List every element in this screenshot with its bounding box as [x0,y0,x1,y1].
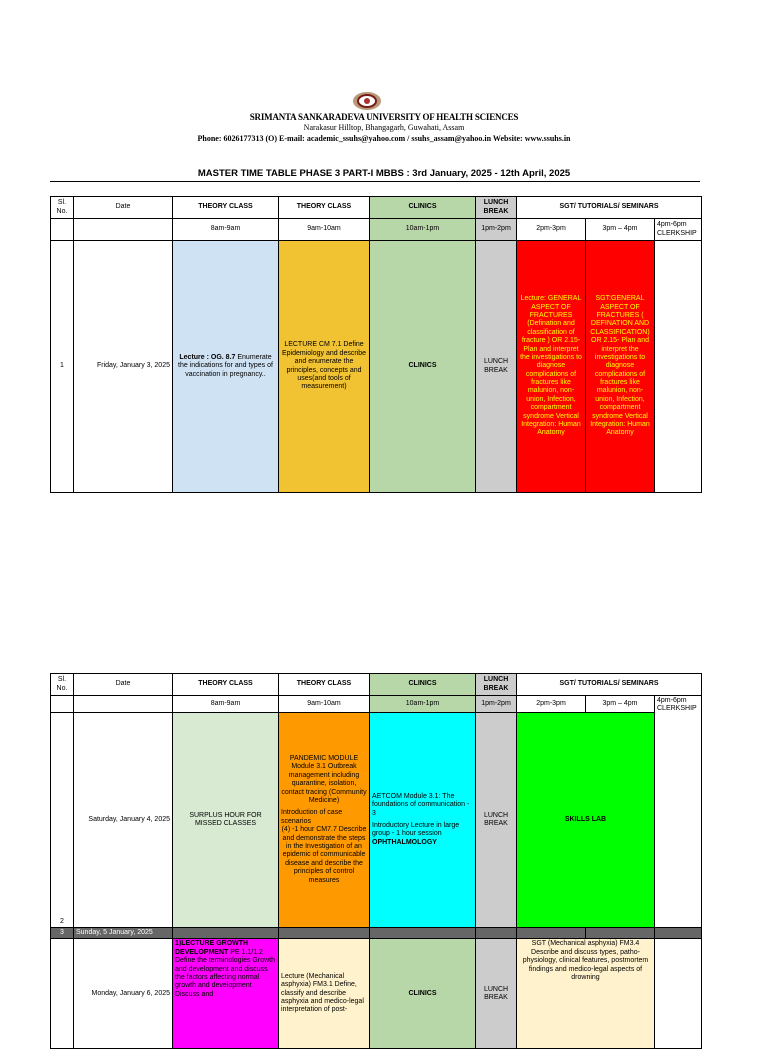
row1-clinics: CLINICS [370,241,476,493]
time2-10-1: 10am-1pm [370,696,476,713]
time-9-10: 9am-10am [279,219,370,241]
header2-sl: Sl. No. [51,674,74,696]
header2-clinics: CLINICS [370,674,476,696]
header-sgt: SGT/ TUTORIALS/ SEMINARS [517,197,702,219]
header2-sgt: SGT/ TUTORIALS/ SEMINARS [517,674,702,696]
times-empty-sl [51,219,74,241]
row4-sl [51,939,74,1049]
row2-date: Saturday, January 4, 2025 [74,713,173,928]
row3-cell-9 [655,928,702,939]
header-clinics: CLINICS [370,197,476,219]
header2-date: Date [74,674,173,696]
header-theory-2: THEORY CLASS [279,197,370,219]
row4-lunch: LUNCH BREAK [476,939,517,1049]
row4-sgt: SGT (Mechanical asphyxia) FM3.4 Describe and discuss types, patho-physiology, clinical features, postmortem findings and medico-legal aspects of drowning [517,939,655,1049]
row2-clinics-subject: OPHTHALMOLOGY [372,838,437,846]
row2-sl: 2 [51,713,74,928]
row3-cell-6 [476,928,517,939]
time2-2-3: 2pm-3pm [517,696,586,713]
header2-theory-1: THEORY CLASS [173,674,279,696]
university-logo [352,91,382,111]
row1-clerkship [655,241,702,493]
row2-clinics [370,713,476,928]
time2-9-10: 9am-10am [279,696,370,713]
time-4-6: 4pm-6pm CLERKSHIP [655,219,702,241]
row2-theory-2 [279,713,370,928]
row4-theory-1-title: 1)LECTURE GROWTH DEVELOPMENT [175,940,249,956]
header2-theory-2: THEORY CLASS [279,674,370,696]
timetable-title: MASTER TIME TABLE PHASE 3 PART-I MBBS : 3rd January, 2025 - 12th April, 2025 [197,168,571,179]
row2-theory-2-module: PANDEMIC MODULE Module 3.1 Outbreak management including quarantine, isolation, contact tracing (Community Medicine) [281,755,367,805]
row1-sl: 1 [51,241,74,493]
time-3-4: 3pm – 4pm [586,219,655,241]
row1-lunch: LUNCH BREAK [476,241,517,493]
row3-cell-5 [370,928,476,939]
row2-lunch: LUNCH BREAK [476,713,517,928]
row3-sl: 3 [51,928,74,939]
row4-theory-1 [173,939,279,1049]
timetable-block-1 [50,196,702,493]
row4-theory-1-code: PE 1.1/1.2 [230,948,263,956]
row1-theory-2: LECTURE CM 7.1 Define Epidemiology and describe and enumerate the principles, concepts and uses(and tools of measurement) [279,241,370,493]
university-address: Narakasur Hilltop, Bhangagarh, Guwahati, Assam [303,123,465,132]
header-lunch: LUNCH BREAK [476,197,517,219]
row4-date: Monday, January 6, 2025 [74,939,173,1049]
header2-lunch: LUNCH BREAK [476,674,517,696]
times-empty-date [74,219,173,241]
header-theory-1: THEORY CLASS [173,197,279,219]
row2-sgt: SKILLS LAB [517,713,655,928]
times2-empty-sl [51,696,74,713]
title-divider [50,181,700,182]
times2-empty-date [74,696,173,713]
row1-theory-1-code: Lecture : OG. 8.7 [179,353,236,361]
time-1-2: 1pm-2pm [476,219,517,241]
time2-1-2: 1pm-2pm [476,696,517,713]
row4-clerkship [655,939,702,1049]
row2-theory-1: SURPLUS HOUR FOR MISSED CLASSES [173,713,279,928]
row1-sgt-1: Lecture: GENERAL ASPECT OF FRACTURES (Defination and classification of fracture ) OR 2.15- Plan and interpret the investigations to diagnose complications of fractures like malunion, non-union, Infection, compartment syndrome Vertical Integration: Human Anatomy [517,241,586,493]
row1-theory-1 [173,241,279,493]
time-2-3: 2pm-3pm [517,219,586,241]
row4-theory-1-text: Define the terminologies Growth and development and discuss the factors affecting normal growth and development Discuss and [175,957,275,998]
row1-theory-1-text: Enumerate the indications for and types of vaccination in pregnancy.. [178,353,273,378]
row4-clinics: CLINICS [370,939,476,1049]
row1-sgt-2: SGT:GENERAL ASPECT OF FRACTURES ( DEFINATION AND CLASSIFICATION) OR 2.15- Plan and interpret the investigations to diagnose complications of fractures like malunion, non-union, Infection, compartment syndrome Vertical Integration: Human Anatomy [586,241,655,493]
row3-cell-7 [517,928,586,939]
time-10-1: 10am-1pm [370,219,476,241]
row3-cell-4 [279,928,370,939]
header-sl: Sl. No. [51,197,74,219]
header-date: Date [74,197,173,219]
time2-3-4: 3pm – 4pm [586,696,655,713]
row1-date: Friday, January 3, 2025 [74,241,173,493]
university-contact: Phone: 6026177313 (O) E-mail: academic_ssuhs@yahoo.com / ssuhs_assam@yahoo.in Website: www.ssuhs.in [197,134,571,143]
row2-clinics-aetcom: AETCOM Module 3.1: The foundations of communication - 3 [372,792,470,817]
row2-clinics-lecture: Introductory Lecture in large group - 1 hour session [372,822,460,838]
row3-cell-3 [173,928,279,939]
row3-cell-8 [586,928,655,939]
time2-8-9: 8am-9am [173,696,279,713]
university-name: SRIMANTA SANKARADEVA UNIVERSITY OF HEALTH SCIENCES [249,112,519,122]
time-8-9: 8am-9am [173,219,279,241]
row4-theory-2: Lecture (Mechanical asphyxia) FM3.1 Define, classify and describe asphyxia and medico-legal interpretation of post- [279,939,370,1049]
timetable-block-2 [50,673,702,1049]
row3-date: Sunday, 5 January, 2025 [74,928,173,939]
row2-theory-2-intro: Introduction of case scenarios [281,809,343,825]
time2-4-6: 4pm-6pm CLERKSHIP [655,696,702,928]
row2-theory-2-detail: (4) -1 hour CM7.7 Describe and demonstrate the steps in the Investigation of an epidemic of communicable disease and describe the principles of control measures [281,826,367,884]
